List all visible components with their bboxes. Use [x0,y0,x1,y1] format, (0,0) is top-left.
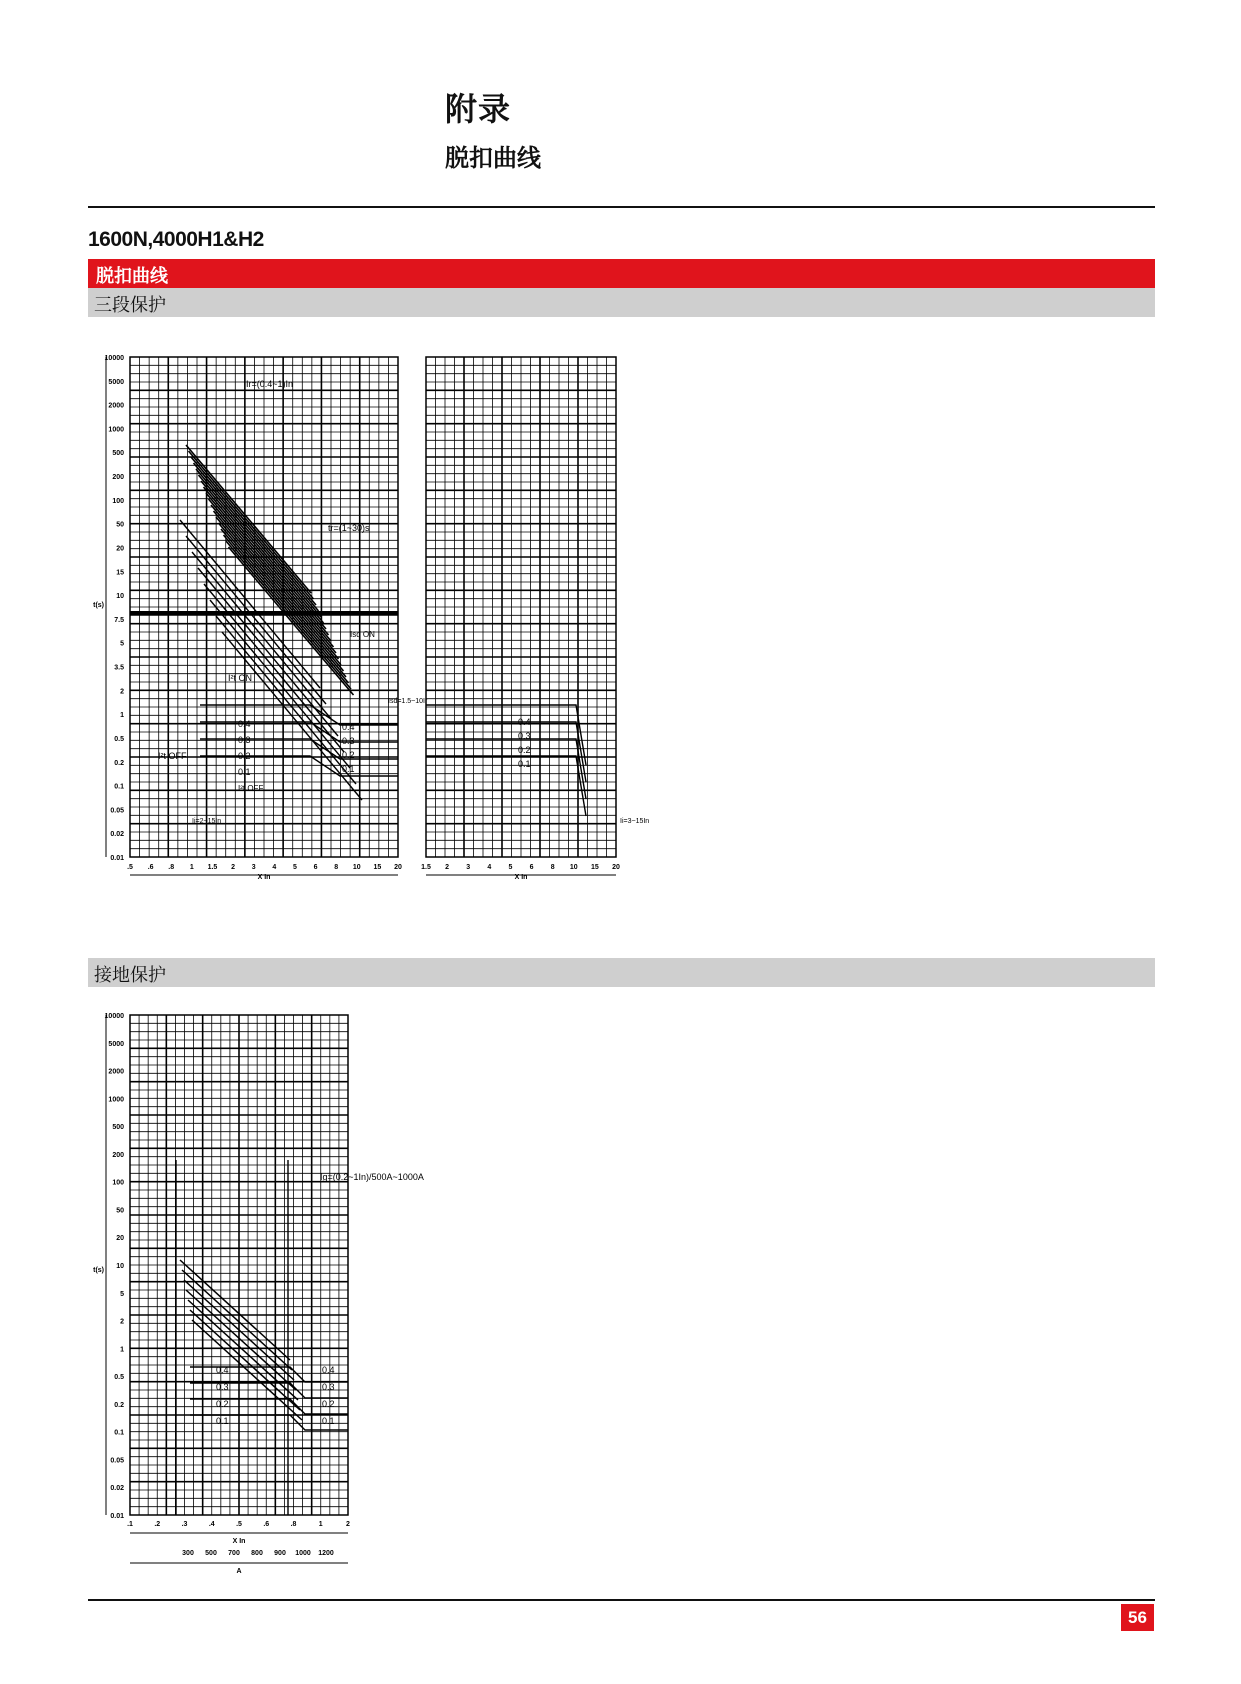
y-tick-label: 10000 [104,1013,124,1020]
y-tick-label: 0.1 [114,1429,124,1437]
instantaneous-step [426,722,586,782]
x-tick-label: 2 [346,1521,350,1528]
x2-tick-label: 700 [228,1550,240,1557]
x-tick-label: 8 [334,864,339,871]
section-bar-label: 脱扣曲线 [96,266,168,287]
y-tick-label: 10000 [104,355,124,362]
x-tick-label: .5 [236,1521,242,1528]
x-tick-label: 1.5 [421,864,431,871]
y-tick-label: 0.05 [110,807,124,815]
annotation-i2t-off-2: I²t OFF [238,784,264,793]
delay-label-left: 0.3 [238,735,251,745]
short-time-curve [210,600,350,768]
long-time-curve [194,463,319,611]
y-tick-label: 0.2 [114,1401,124,1409]
y-tick-label: 200 [112,474,124,482]
delay-label-right: 0.2 [322,1399,335,1409]
y-tick-label: 5000 [108,1040,124,1048]
y-tick-label: 3.5 [114,664,124,672]
y-tick-label: 10 [116,593,124,601]
y-tick-label: 0.5 [114,735,124,743]
y-axis-label: t(s) [93,1267,104,1274]
model-heading: 1600N,4000H1&H2 [88,228,264,251]
y-tick-label: 50 [116,521,124,529]
y-tick-label: 2 [120,1318,124,1326]
delay-label-right: 0.3 [518,731,531,741]
short-time-curve [216,616,356,784]
x-tick-label: 5 [508,864,513,871]
page-title: 附录 [445,90,512,128]
y-tick-label: 1 [120,1346,124,1354]
page-subtitle: 脱扣曲线 [445,144,541,172]
subsection-label: 三段保护 [94,295,166,316]
trip-curve-chart-three-stage [88,345,688,885]
x-tick-label: 1 [189,864,194,871]
top-divider [88,206,1155,208]
y-tick-label: 0.02 [110,831,124,839]
x-tick-label: .5 [127,864,133,871]
y-tick-label: 0.01 [110,855,124,862]
y-tick-label: 1000 [108,1096,124,1104]
subsection-bar-ground [88,958,1155,987]
y-tick-label: 1 [120,712,124,720]
long-time-curve [214,511,339,659]
delay-label-mid: 0.4 [342,722,355,732]
x2-tick-label: 900 [274,1550,286,1557]
y-tick-label: 0.01 [110,1513,124,1520]
x-tick-label: 15 [373,864,382,871]
subsection-bar-three-stage [88,288,1155,317]
y-tick-label: 0.1 [114,783,124,791]
bottom-divider [88,1599,1155,1601]
trip-curve-svg [88,345,688,885]
delay-label-left: 0.2 [216,1399,229,1409]
delay-label-left: 0.3 [216,1382,229,1392]
y-tick-label: 10 [116,1263,124,1270]
subsection-label: 接地保护 [94,965,166,986]
delay-label-right: 0.4 [518,717,531,727]
x-tick-label: 4 [487,864,492,871]
x-tick-label: 2 [445,864,450,871]
delay-label-left: 0.4 [238,719,251,729]
y-tick-label: 2000 [108,1068,124,1076]
y-tick-label: 200 [112,1151,124,1159]
annotation-ii-left: Ii=2~15In [192,818,222,825]
delay-label-right: 0.1 [322,1416,335,1426]
y-tick-label: 500 [112,1124,124,1132]
y-tick-label: 15 [116,569,124,577]
ground-curve-svg [88,1010,468,1575]
x2-tick-label: 500 [205,1550,217,1557]
delay-label-left: 0.1 [216,1416,229,1426]
x2-tick-label: 1200 [318,1550,334,1557]
y-tick-label: 7.5 [114,616,124,624]
annotation-i2t-off: I²t OFF [158,751,187,761]
y-tick-label: 100 [112,497,124,505]
x-tick-label: 6 [529,864,534,871]
annotation-ig: Ig=(0.2~1In)/500A~1000A [320,1172,424,1182]
delay-label-mid: 0.2 [342,750,355,760]
x-tick-label: 1 [318,1521,323,1528]
y-tick-label: 0.5 [114,1374,124,1382]
y-tick-label: 5 [120,640,124,648]
x-tick-label: 5 [292,864,297,871]
delay-label-right: 0.1 [518,759,531,769]
x-tick-label: 20 [612,864,620,871]
page-number: 56 [1121,1604,1154,1631]
x-tick-label: 15 [590,864,599,871]
x-tick-label: 6 [313,864,318,871]
delay-label-mid: 0.1 [342,764,355,774]
x-tick-label: 10 [352,864,361,871]
y-tick-label: 100 [112,1179,124,1187]
y-axis-label: t(s) [93,602,104,609]
delay-label-right: 0.4 [322,1365,335,1375]
delay-label-mid: 0.3 [342,736,355,746]
ground-fault-curve [190,1310,300,1410]
long-time-curve [209,499,334,647]
short-time-curve [204,584,344,752]
annotation-isd: Isd=1.5~10Ir [388,698,428,705]
delay-label-left: 0.4 [216,1365,229,1375]
y-tick-label: 0.2 [114,759,124,767]
y-tick-label: 50 [116,1207,124,1215]
y-tick-label: 0.05 [110,1457,124,1465]
x-axis-label: X In [514,874,528,881]
x-tick-label: 20 [394,864,402,871]
y-tick-label: 20 [116,1235,124,1243]
delay-label-left: 0.1 [238,767,251,777]
y-tick-label: 2000 [108,402,124,410]
y-tick-label: 2 [120,688,124,696]
delay-label-right: 0.2 [518,745,531,755]
section-bar [88,259,1155,288]
annotation-tr: tr=(1~30)s [328,523,370,533]
x-tick-label: .4 [208,1521,215,1528]
x-tick-label: 2 [231,864,236,871]
x2-tick-label: 300 [182,1550,194,1557]
x2-tick-label: 1000 [295,1550,311,1557]
delay-label-right: 0.3 [322,1382,335,1392]
x-tick-label: .1 [127,1521,133,1528]
y-tick-label: 5000 [108,378,124,386]
annotation-ir: Ir=(0.4~1)In [246,379,294,389]
x-tick-label: 8 [550,864,555,871]
delay-label-left: 0.2 [238,751,251,761]
trip-curve-chart-ground [88,1010,468,1575]
x-axis-label: X In [257,874,271,881]
ground-fault-curve [192,1320,302,1420]
x-tick-label: .3 [181,1521,188,1528]
x-tick-label: .6 [147,864,154,871]
annotation-i2t-on: I²t ON [228,673,252,683]
y-tick-label: 5 [120,1290,124,1298]
ground-fault-curve [180,1260,290,1360]
x-tick-label: .2 [154,1521,161,1528]
y-tick-label: 20 [116,545,124,553]
x-tick-label: 3 [251,864,256,871]
x-tick-label: 1.5 [207,864,218,871]
annotation-isd-on: Isd ON [350,630,375,639]
x-axis-label: X In [232,1538,246,1545]
x2-tick-label: 800 [251,1550,263,1557]
x-tick-label: .8 [290,1521,297,1528]
x2-axis-label: A [236,1568,242,1575]
y-tick-label: 1000 [108,426,124,434]
x-tick-label: 4 [272,864,277,871]
y-tick-label: 0.02 [110,1485,124,1493]
x-tick-label: .8 [168,864,175,871]
x-tick-label: 10 [569,864,578,871]
annotation-ii-right: Ii=3~15In [620,818,650,825]
x-tick-label: 3 [466,864,471,871]
y-tick-label: 500 [112,450,124,458]
x-tick-label: .6 [263,1521,270,1528]
